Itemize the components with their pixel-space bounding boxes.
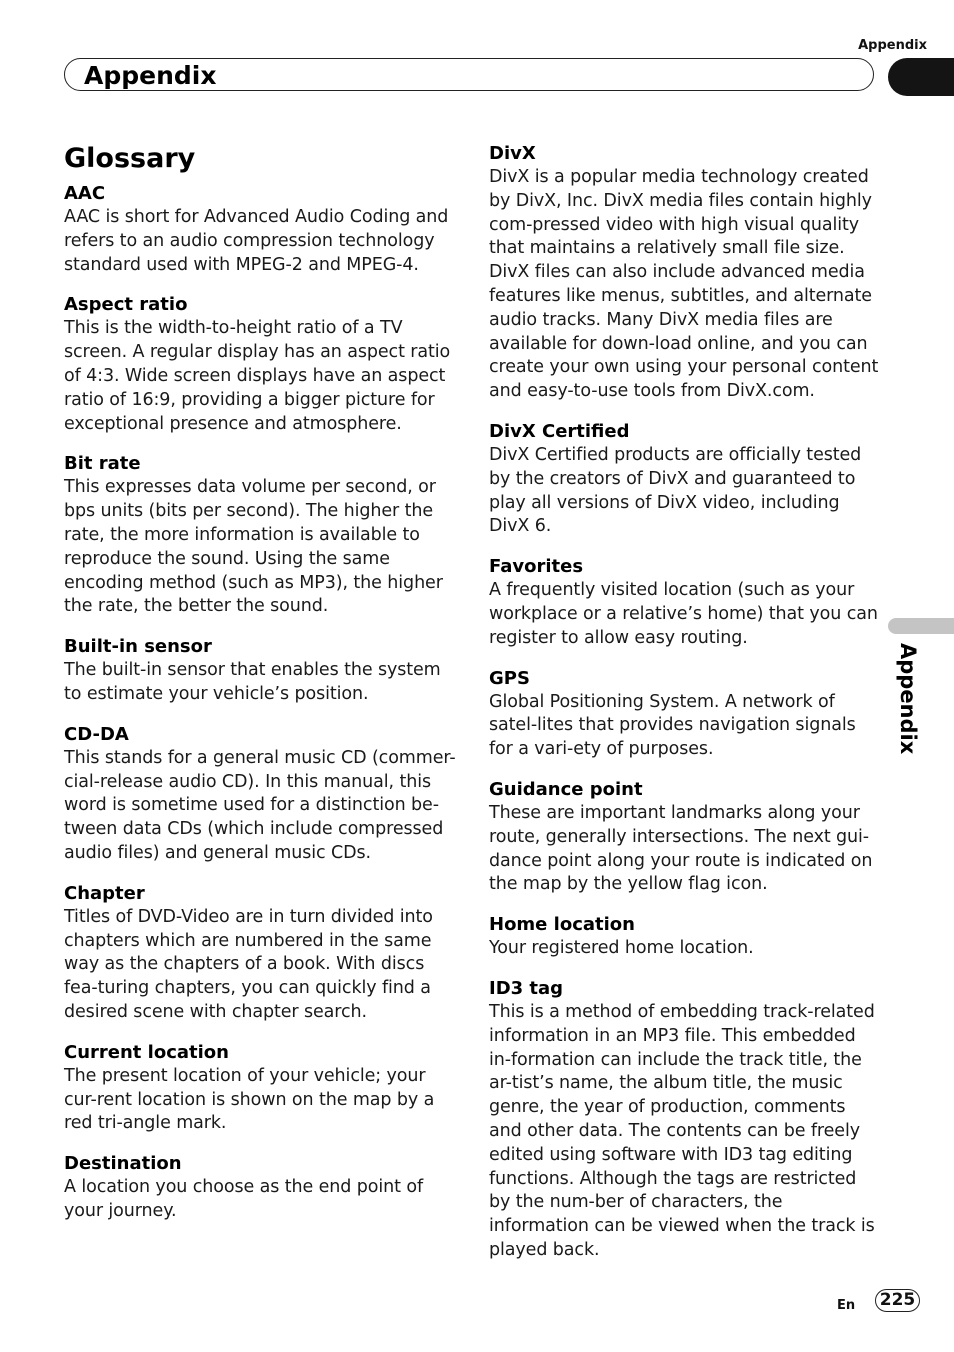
glossary-term: Home location [489, 914, 635, 936]
glossary-definition: The built-in sensor that enables the system to estimate your vehicle’s position. [64, 660, 441, 704]
side-tab-marker [888, 618, 954, 634]
glossary-term: Bit rate [64, 453, 141, 475]
glossary-entry-aspect-ratio [64, 293, 456, 436]
glossary-entry-id3-tag [489, 977, 881, 1263]
glossary-entry-aac [64, 182, 456, 277]
glossary-entry-destination [64, 1152, 456, 1224]
glossary-term: Current location [64, 1041, 229, 1063]
glossary-definition: DivX Certified products are officially tested by the creators of DivX and guaranteed to play all versions of DivX video, including DivX 6. [489, 444, 862, 537]
glossary-term: CD-DA [64, 723, 129, 745]
glossary-definition: The present location of your vehicle; your cur-rent location is shown on the map by a red tri-angle mark. [64, 1065, 435, 1134]
glossary-definition: This stands for a general music CD (commer-cial-release audio CD). In this manual, this word is sometime used for a distinction be-tween data CDs (which include compressed audio files) and general music CDs. [64, 747, 456, 863]
glossary-entry-divx [489, 142, 881, 404]
glossary-entry-current-location [64, 1041, 456, 1136]
glossary-definition: Global Positioning System. A network of satel-lites that provides navigation signals for a vari-ety of purposes. [489, 691, 856, 760]
glossary-entry-home-location [489, 913, 881, 961]
glossary-entry-cd-da [64, 723, 456, 866]
glossary-definition: DivX is a popular media technology created by DivX, Inc. DivX media files contain highly com-pressed video with high visual quality that maintains a relatively small file size. DivX files can also include advanced media features like menus, subtitles, and alternate audio tracks. Many DivX media files are available for down-load online, and you can create your own using your personal content and easy-to-use tools from DivX.com. [489, 167, 879, 402]
glossary-entry-gps [489, 667, 881, 762]
page-title: Glossary [64, 143, 196, 174]
section-tab-marker [888, 58, 954, 96]
side-tab-label: Appendix [896, 643, 920, 755]
glossary-definition: These are important landmarks along your route, generally intersections. The next gui-dance point along your route is indicated on the map by the yellow flag icon. [489, 802, 873, 895]
glossary-term: ID3 tag [489, 977, 564, 999]
glossary-entry-chapter [64, 882, 456, 1025]
glossary-definition: This is the width-to-height ratio of a TV screen. A regular display has an aspect ratio of 4:3. Wide screen displays have an aspect ratio of 16:9, providing a bigger picture for exceptional presence and atmosphere. [64, 318, 451, 434]
glossary-definition: This is a method of embedding track-related information in an MP3 file. This embedded in-formation can include the track title, the ar-tist’s name, the album title, the music genre, the year of production, comments and other data. The contents can be freely edited using software with ID3 tag editing functions. Although the tags are restricted by the num-ber of characters, the information can be viewed when the track is played back. [489, 1001, 875, 1260]
glossary-definition: Titles of DVD-Video are in turn divided into chapters which are numbered in the same way as the chapters of a book. With discs fea-turing chapters, you can quickly find a desired scene with chapter search. [64, 906, 433, 1022]
glossary-entry-bit-rate [64, 452, 456, 619]
glossary-definition: Your registered home location. [489, 938, 754, 959]
glossary-term: GPS [489, 667, 530, 689]
glossary-entry-favorites [489, 555, 881, 650]
glossary-definition: AAC is short for Advanced Audio Coding and refers to an audio compression technology standard used with MPEG-2 and MPEG-4. [64, 207, 449, 275]
glossary-term: Aspect ratio [64, 294, 188, 316]
glossary-term: Destination [64, 1153, 182, 1175]
glossary-definition: This expresses data volume per second, or bps units (bits per second). The higher the rate, the more information is available to reproduce the sound. Using the same encoding method (such as MP3), the higher the rate, the better the sound. [64, 477, 443, 617]
glossary-term: DivX Certified [489, 420, 630, 442]
right-column [489, 142, 881, 1279]
glossary-entry-divx-certified [489, 420, 881, 539]
glossary-entry-built-in-sensor [64, 635, 456, 707]
glossary-term: Guidance point [489, 778, 643, 800]
glossary-term: Favorites [489, 556, 584, 578]
glossary-definition: A location you choose as the end point of your journey. [64, 1177, 423, 1221]
glossary-entry-guidance-point [489, 778, 881, 897]
glossary-definition: A frequently visited location (such as your workplace or a relative’s home) that you can register to allow easy routing. [489, 580, 878, 648]
section-title: Appendix [84, 61, 217, 90]
glossary-term: DivX [489, 143, 536, 164]
left-column [64, 142, 456, 1240]
footer-language: En [837, 1298, 856, 1313]
glossary-term: AAC [64, 183, 106, 204]
glossary-term: Built-in sensor [64, 636, 212, 658]
glossary-term: Chapter [64, 882, 145, 904]
running-header-label: Appendix [858, 38, 927, 53]
page-number: 225 [875, 1289, 920, 1312]
section-header [64, 58, 874, 91]
